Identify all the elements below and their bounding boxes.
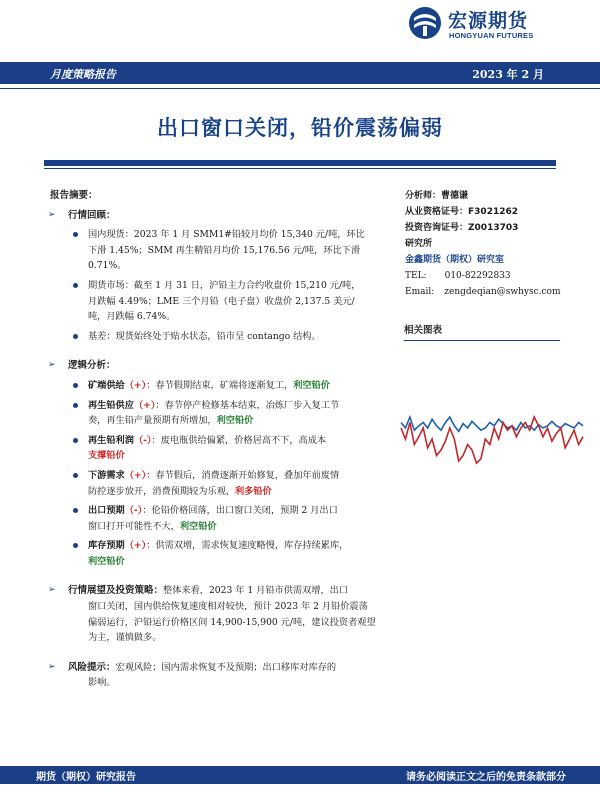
chart-series-line-0 [401, 417, 583, 431]
review-item [50, 278, 376, 325]
consult-number: Z0013703 [468, 223, 519, 233]
logic-item-sign: （+） [124, 469, 147, 481]
logic-item-text: ：春节假期结束，矿端将逐渐复工， [146, 379, 294, 391]
logic-item-text: ：伦铅价格回落，出口窗口关闭，预期 2 月出口 [142, 505, 338, 517]
risk-section [50, 660, 376, 691]
review-line: 0.71%。 [88, 260, 127, 272]
arrow-icon: ➢ [48, 661, 56, 672]
analyst-info [405, 188, 565, 300]
logic-item [50, 433, 376, 464]
logic-item-head: 再生铅供应 [88, 399, 134, 411]
logic-item-sign: （+） [124, 379, 147, 391]
review-line: 下滑 1.45%；SMM 再生精铅月均价 15,176.56 元/吨，环比下滑 [88, 244, 361, 256]
page-title: 出口窗口关闭，铅价震荡偏弱 [157, 116, 443, 140]
report-summary [50, 188, 376, 691]
logic-item [50, 503, 376, 534]
outlook-line-0: 整体来看，2023 年 1 月铅市供需双增，出口 [163, 585, 349, 597]
logic-item-sign: （-） [124, 505, 143, 517]
logic-item-head: 矿端供给 [88, 379, 125, 391]
report-type: 月度策略报告 [50, 68, 116, 81]
logic-item-sign: （+） [133, 399, 156, 411]
logic-item [50, 538, 376, 569]
review-line: 国内现货：2023 年 1 月 SMM1#铅较月均价 15,340 元/吨，环比 [88, 229, 365, 241]
logic-item-text: ：废电瓶供给偏紧，价格居高不下，高成本 [151, 434, 327, 446]
logic-item-conclusion: 支撑铅价 [88, 450, 125, 462]
logic-item-text: 奏，再生铅产量预期有所增加， [88, 415, 217, 427]
logic-item-head: 再生铅利润 [88, 434, 134, 446]
logo-chinese-name: 宏源期货 [448, 10, 529, 32]
company-logo [408, 6, 558, 40]
department: 研究所 [405, 239, 433, 249]
logic-item-sign: （+） [124, 540, 147, 552]
footer-left-text: 期货（期权）研究报告 [36, 772, 136, 783]
report-date: 2023 年 2 月 [472, 68, 544, 81]
logic-item-text: ：春节假后，消费逐渐开始修复，叠加年前废情 [146, 469, 340, 481]
title-divider-thin [44, 168, 556, 169]
logic-item-text: ：春节停产检修基本结束，冶炼厂步入复工节 [155, 399, 340, 411]
email-label: Email: [405, 287, 435, 297]
bullet-icon [73, 334, 78, 339]
logic-item-sign: （-） [133, 434, 152, 446]
logic-item [50, 378, 376, 394]
bullet-icon [73, 473, 78, 478]
risk-title: 风险提示： [68, 661, 116, 673]
logic-item-text: ：供需双增，需求恢复速度略慢，库存持续累库， [146, 540, 349, 552]
review-line: 吨，月跌幅 6.74%。 [88, 311, 176, 323]
logic-section [50, 358, 376, 374]
arrow-icon: ➢ [48, 360, 56, 371]
bullet-icon [73, 283, 78, 288]
logic-item-text: 窗口打开可能性不大， [88, 520, 180, 532]
bullet-icon [73, 543, 78, 548]
review-title: 行情回顾： [68, 209, 116, 221]
logic-item-head: 下游需求 [88, 469, 125, 481]
risk-line-1: 影响。 [88, 677, 116, 689]
review-line: 基差：现货始终处于贴水状态，铅市呈 contango 结构。 [88, 330, 321, 342]
header-divider [0, 88, 600, 89]
bullet-icon [73, 383, 78, 388]
bullet-icon [73, 232, 78, 237]
footer-disclaimer: 请务必阅读正文之后的免责条款部分 [406, 772, 566, 783]
logic-item-conclusion: 利多铅价 [235, 485, 272, 497]
summary-heading: 报告摘要： [50, 190, 98, 201]
tel-number: 010-82292833 [444, 271, 511, 281]
logo-english-name: HONGYUAN FUTURES [449, 31, 534, 40]
related-divider [404, 340, 560, 341]
analyst-name-label: 分析师： [405, 191, 442, 201]
logic-item-conclusion: 利空铅价 [293, 379, 330, 391]
cert-number: F3021262 [468, 207, 518, 217]
review-line: 期货市场：截至 1 月 31 日，沪铅主力合约收盘价 15,210 元/吨， [88, 279, 361, 291]
email-address[interactable]: zengdeqian@swhysc.com [444, 287, 561, 297]
outlook-line-2: 偏弱运行，沪铅运行价格区间 14,900-15,900 元/吨，建议投资者观望 [88, 616, 376, 628]
tel-label: TEL: [405, 271, 427, 281]
review-line: 月跌幅 4.49%；LME 三个月铅（电子盘）收盘价 2,137.5 美元/ [88, 295, 355, 307]
logic-item-head: 出口预期 [88, 505, 125, 517]
consult-label: 投资咨询证号： [405, 223, 469, 233]
institute: 金鑫期货（期权）研究室 [405, 255, 505, 265]
review-item [50, 329, 376, 345]
arrow-icon: ➢ [48, 585, 56, 596]
header-bar [0, 62, 600, 84]
arrow-icon: ➢ [48, 209, 56, 220]
logic-item-head: 库存预期 [88, 540, 125, 552]
bullet-icon [73, 438, 78, 443]
outlook-line-1: 窗口关闭，国内供给恢复速度相对较快，预计 2023 年 2 月铅价震荡 [88, 601, 368, 613]
review-section [50, 208, 376, 224]
bullet-icon [73, 403, 78, 408]
analyst-name: 曹德谦 [441, 191, 469, 201]
outlook-section [50, 583, 376, 645]
risk-line-0: 宏观风险；国内需求恢复不及预期；出口移库对库存的 [115, 661, 337, 673]
title-divider-thick [44, 160, 556, 166]
logic-item-conclusion: 利空铅价 [216, 415, 254, 427]
logic-title: 逻辑分析： [68, 360, 116, 372]
logic-item-text: 防控逐步放开，消费预期较为乐观， [88, 485, 235, 497]
bullet-icon [73, 508, 78, 513]
logic-item [50, 398, 376, 429]
review-item [50, 227, 376, 274]
logic-item-conclusion: 利空铅价 [88, 555, 125, 567]
logic-item-conclusion: 利空铅价 [179, 520, 217, 532]
outlook-title: 行情展望及投资策略： [68, 585, 164, 597]
footer-bar [0, 766, 600, 784]
logo-mark-icon [408, 6, 442, 40]
logic-item [50, 468, 376, 499]
cert-label: 从业资格证号： [405, 207, 469, 217]
related-price-chart [397, 352, 587, 482]
related-charts-title: 相关图表 [404, 325, 443, 336]
outlook-line-3: 为主，谨慎做多。 [88, 632, 162, 644]
